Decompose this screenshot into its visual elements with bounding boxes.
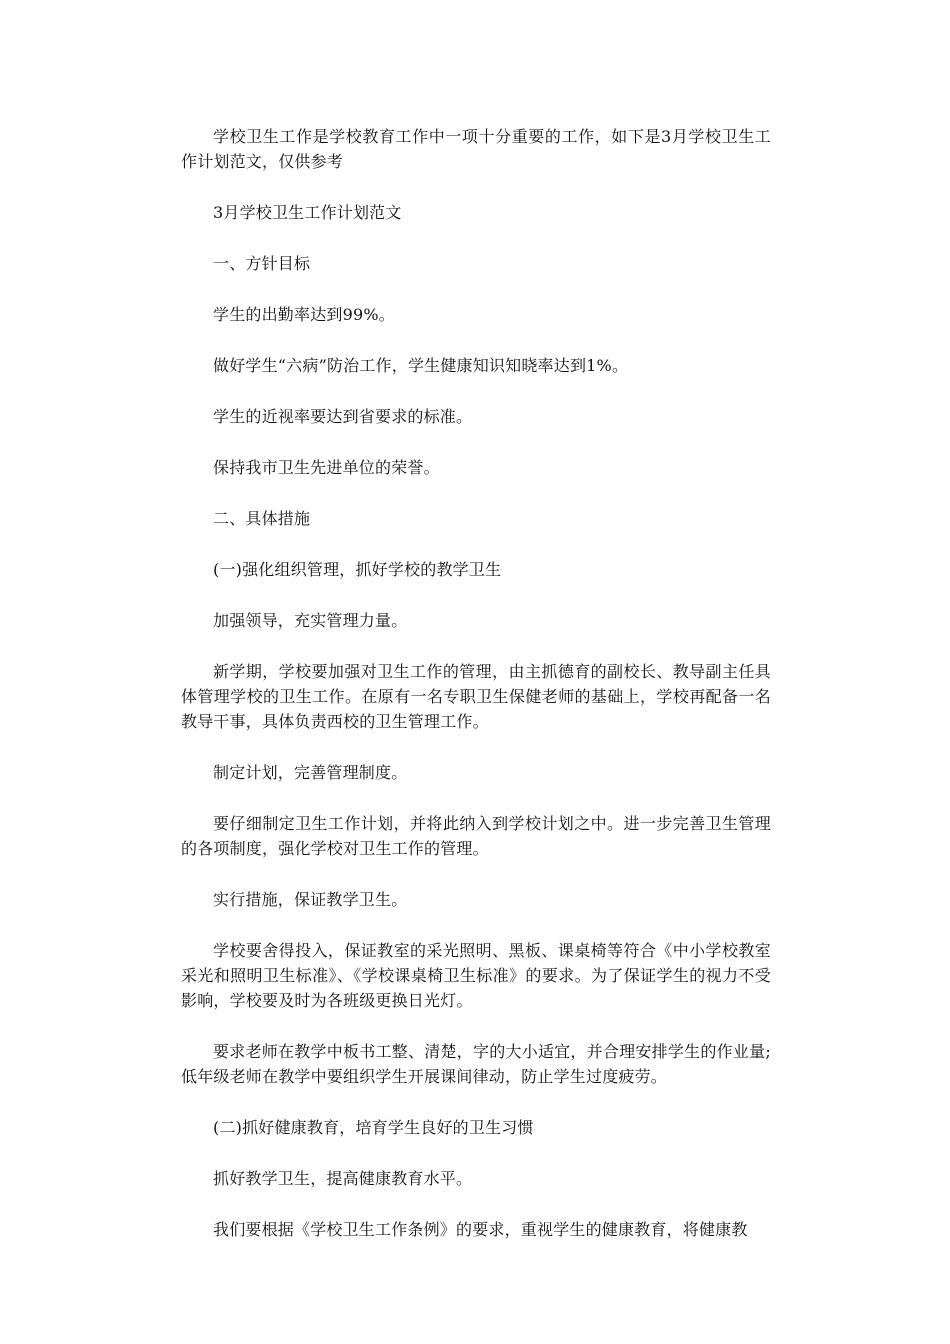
intro-paragraph: 学校卫生工作是学校教育工作中一项十分重要的工作，如下是3月学校卫生工作计划范文，仅供参考 [181, 127, 771, 171]
measure-health-teaching-heading: 抓好教学卫生，提高健康教育水平。 [213, 1169, 473, 1188]
goal-honor: 保持我市卫生先进单位的荣誉。 [213, 458, 440, 477]
measure-planning-body: 要仔细制定卫生工作计划，并将此纳入到学校计划之中。进一步完善卫生管理的各项制度，强化学校对卫生工作的管理。 [181, 814, 771, 858]
subsection-heading-health-education: (二)抓好健康教育，培育学生良好的卫生习惯 [213, 1118, 534, 1137]
measure-planning-heading: 制定计划，完善管理制度。 [213, 763, 408, 782]
measure-health-teaching-body: 我们要根据《学校卫生工作条例》的要求，重视学生的健康教育，将健康教 [213, 1220, 748, 1239]
measure-teaching-body: 要求老师在教学中板书工整、清楚，字的大小适宜，并合理安排学生的作业量;低年级老师在教学中要组织学生开展课间律动，防止学生过度疲劳。 [181, 1042, 771, 1086]
goal-myopia: 学生的近视率要达到省要求的标准。 [213, 407, 473, 426]
subsection-heading-organization: (一)强化组织管理，抓好学校的教学卫生 [213, 560, 502, 579]
section-heading-goals: 一、方针目标 [213, 254, 311, 273]
goal-attendance: 学生的出勤率达到99%。 [213, 305, 395, 324]
goal-disease-prevention: 做好学生“六病”防治工作，学生健康知识知晓率达到1%。 [213, 356, 629, 375]
measure-implementation-heading: 实行措施，保证教学卫生。 [213, 890, 408, 909]
document-title: 3月学校卫生工作计划范文 [213, 203, 402, 222]
measure-leadership-body: 新学期，学校要加强对卫生工作的管理，由主抓德育的副校长、教导副主任具体管理学校的卫生工作。在原有一名专职卫生保健老师的基础上，学校再配备一名教导干事，具体负责西校的卫生管理工作。 [181, 662, 771, 731]
measure-leadership-heading: 加强领导，充实管理力量。 [213, 611, 408, 630]
document-body [181, 124, 771, 1268]
measure-implementation-body: 学校要舍得投入，保证教室的采光照明、黑板、课桌椅等符合《中小学校教室采光和照明卫生标准》、《学校课桌椅卫生标准》的要求。为了保证学生的视力不受影响，学校要及时为各班级更换日光灯。 [181, 941, 771, 1010]
section-heading-measures: 二、具体措施 [213, 509, 311, 528]
